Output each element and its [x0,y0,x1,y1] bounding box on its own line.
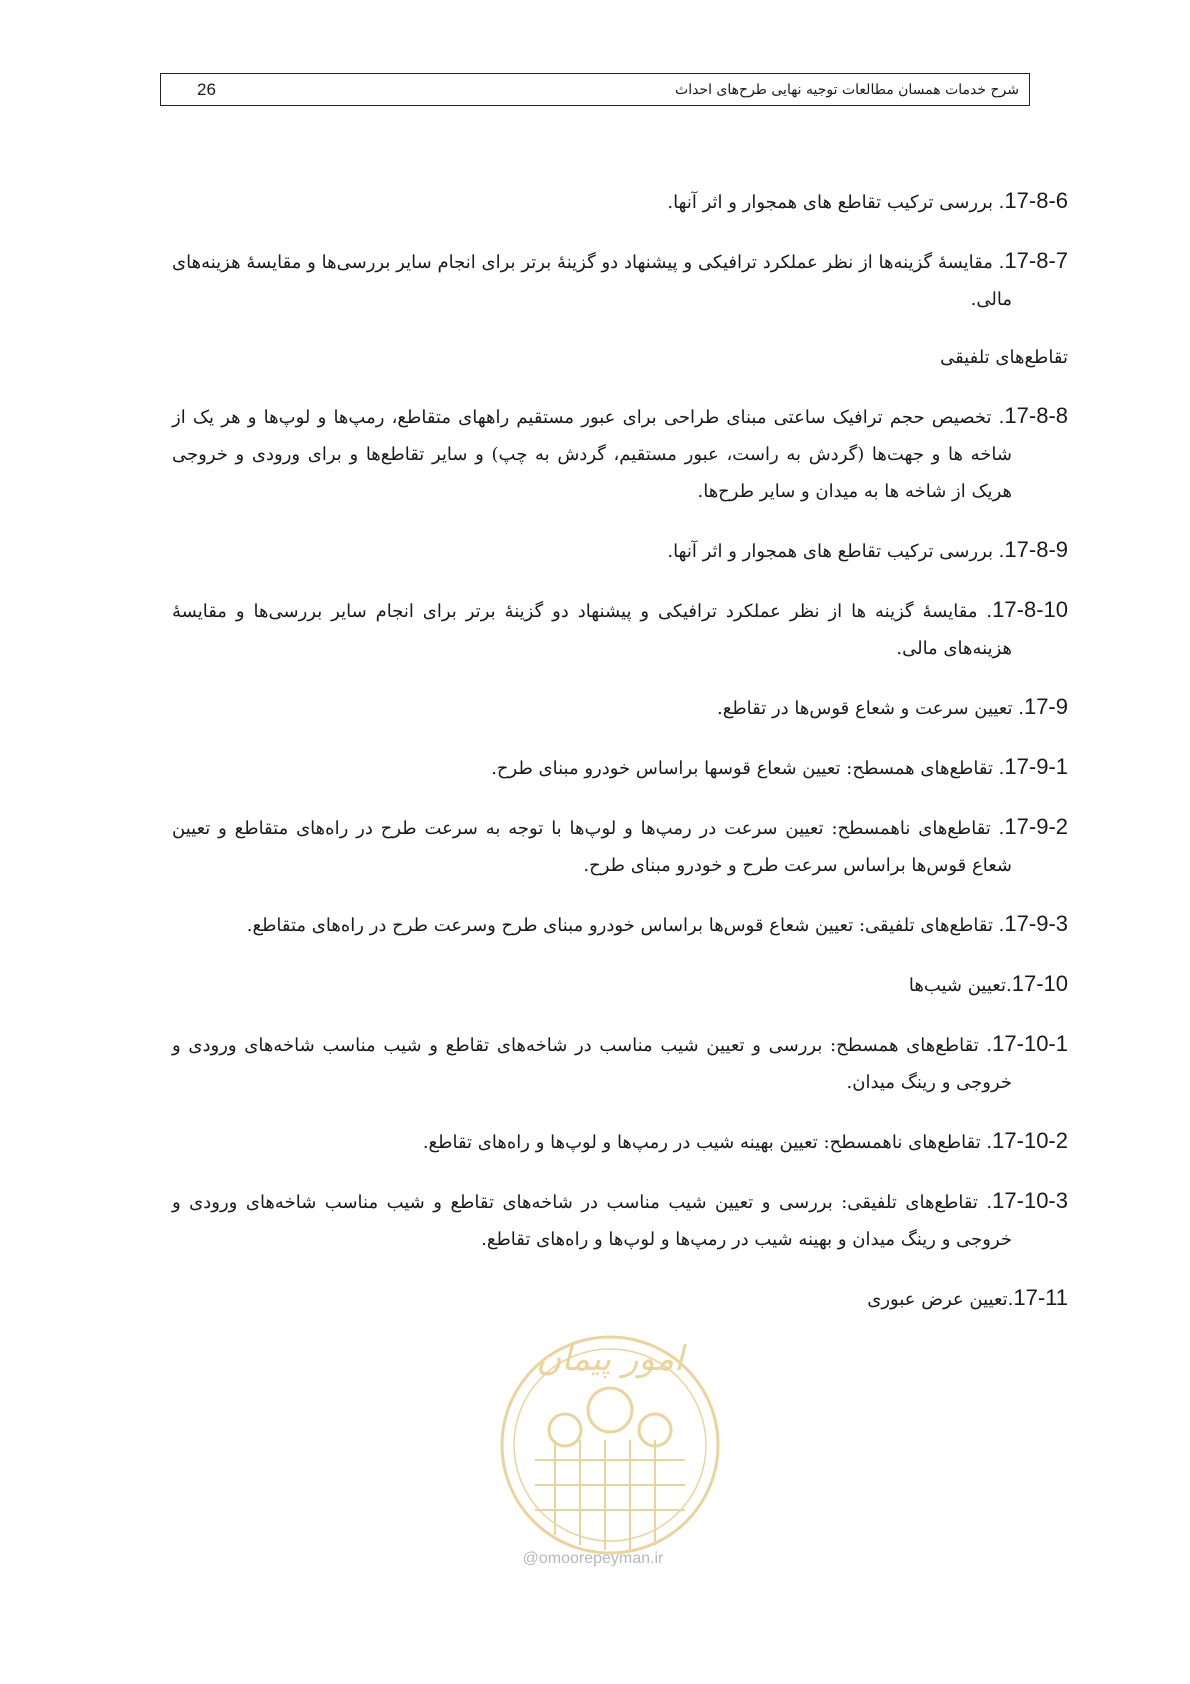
clause-17-10 [172,965,1068,1004]
clause-17-9-1 [172,748,1068,787]
clause-text: . تقاطع‌های همسطح: تعیین شعاع قوسها براساس خودرو مبنای طرح. [491,758,1005,779]
clause-17-8-7 [172,242,1068,318]
clause-17-10-2 [172,1122,1068,1161]
clause-number: 17-8-6 [1004,188,1068,213]
clause-number: 17-9 [1023,694,1068,719]
header-title: شرح خدمات همسان مطالعات توجیه نهایی طرح‌های احداث [675,81,1019,98]
clause-17-8-6 [172,182,1068,221]
clause-number: 17-8-10 [992,597,1068,622]
clause-number: 17-8-9 [1004,537,1068,562]
clause-17-8-8 [172,397,1068,510]
clause-number: 17-10 [1011,971,1068,996]
clause-number: 17-10-2 [992,1128,1068,1153]
clause-17-9-2 [172,808,1068,884]
clause-text: . تعیین سرعت و شعاع قوس‌ها در تقاطع. [717,698,1024,719]
clause-17-10-3 [172,1182,1068,1258]
clause-text: . تقاطع‌های ناهمسطح: تعیین بهینه شیب در رمپ‌ها و لوپ‌ها و راه‌های تقاطع. [422,1132,993,1153]
clause-17-8-10 [172,591,1068,667]
clause-17-9-3 [172,905,1068,944]
clause-text: .تعیین عرض عبوری [867,1289,1014,1310]
clause-number: 17-10-3 [992,1188,1068,1213]
clause-text: . بررسی ترکیب تقاطع های همجوار و اثر آنها. [667,192,1005,213]
clause-text: . تقاطع‌های ناهمسطح: تعیین سرعت در رمپ‌ها و لوپ‌ها با توجه به سرعت طرح در راه‌های متقاطع و تعیین شعاع قوس‌ها براساس سرعت طرح و خودرو مبنای طرح. [172,818,1012,876]
clause-text: . مقایسهٔ گزینه‌ها از نظر عملکرد ترافیکی و پیشنهاد دو گزینهٔ برتر برای انجام سایر بررسی‌ها و مقایسهٔ هزینه‌های مالی. [172,252,1012,310]
clause-number: 17-8-7 [1004,248,1068,273]
clause-text: . تخصیص حجم ترافیک ساعتی مبنای طراحی برای عبور مستقیم راههای متقاطع، رمپ‌ها و لوپ‌ها و هر یک از شاخه ها و جهت‌ها (گردش به راست، عبور مستقیم، گردش به چپ) و سایر تقاطع‌ها و برای ورودی و خروجی هریک از شاخه ها به میدان و سایر طرح‌ها. [172,407,1012,502]
clause-number: 17-9-2 [1004,814,1068,839]
clause-text: . تقاطع‌های تلفیقی: تعیین شعاع قوس‌ها براساس خودرو مبنای طرح وسرعت طرح در راه‌های متقاطع. [246,915,1005,936]
clause-number: 17-8-8 [1004,403,1068,428]
clause-text: .تعیین شیب‌ها [908,975,1012,996]
section-heading: تقاطع‌های تلفیقی [940,347,1068,368]
clause-17-8-9 [172,531,1068,570]
clause-text: . تقاطع‌های تلفیقی: بررسی و تعیین شیب مناسب در شاخه‌های تقاطع و شیب مناسب شاخه‌های ورودی و خروجی و رینگ میدان و بهینه شیب در رمپ‌ها و لوپ‌ها و راه‌های تقاطع. [172,1192,1012,1250]
watermark-brand: امور پیمان [536,1339,684,1379]
clause-number: 17-11 [1013,1285,1068,1310]
clause-text: . تقاطع‌های همسطح: بررسی و تعیین شیب مناسب در شاخه‌های تقاطع و شیب مناسب شاخه‌های ورودی و خروجی و رینگ میدان. [172,1035,1012,1093]
clause-17-9 [172,688,1068,727]
clause-17-10-1 [172,1025,1068,1101]
page-header [160,73,1030,106]
watermark-site: @omoorepeyman.ir [522,1550,664,1567]
clause-text: . مقایسهٔ گزینه ها از نظر عملکرد ترافیکی و پیشنهاد دو گزینهٔ برتر برای انجام سایر بررسی‌ها و مقایسهٔ هزینه‌های مالی. [172,601,1012,659]
clause-number: 17-10-1 [992,1031,1068,1056]
watermark-logo [495,1310,725,1580]
document-body [172,164,1068,1339]
clause-number: 17-9-1 [1004,754,1068,779]
clause-number: 17-9-3 [1004,911,1068,936]
clause-text: . بررسی ترکیب تقاطع های همجوار و اثر آنها. [667,541,1005,562]
page-number: 26 [197,79,216,99]
